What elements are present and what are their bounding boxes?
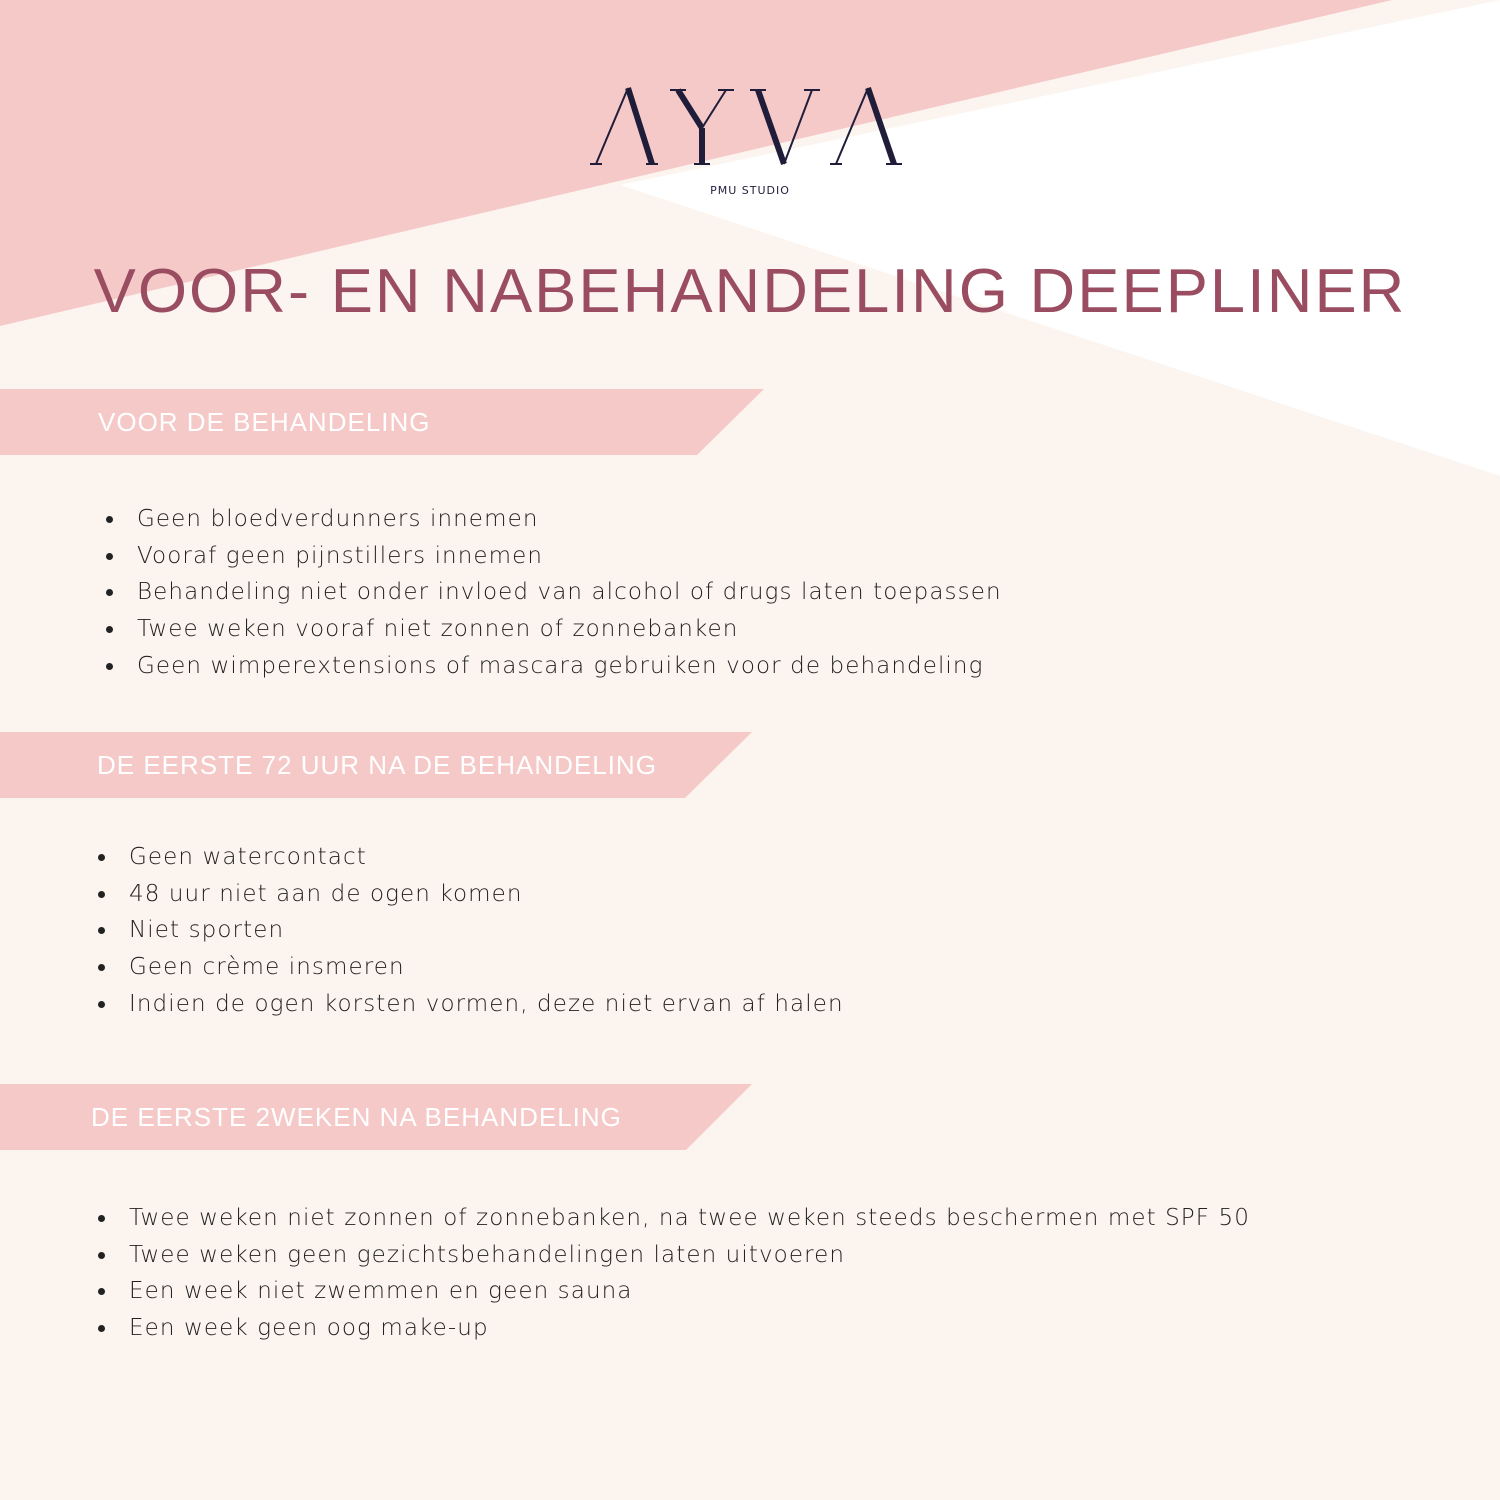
section-heading: DE EERSTE 72 UUR NA DE BEHANDELING [97, 750, 657, 780]
list-item [129, 986, 844, 1023]
list-item-text: Geen bloedverdunners innemen [137, 506, 539, 532]
list-item [129, 1273, 1250, 1310]
list-item-text: Een week geen oog make-up [129, 1315, 489, 1342]
bullet-icon [98, 1001, 105, 1008]
list-item-text: Behandeling niet onder invloed van alcohol of drugs laten toepassen [137, 579, 1002, 606]
list-item [137, 538, 1002, 575]
list-item-text: Niet sporten [129, 917, 285, 944]
section-banner-72-uur [0, 732, 752, 798]
bullet-icon [106, 626, 113, 633]
list-item-text: 48 uur niet aan de ogen komen [129, 880, 523, 907]
page-title: VOOR- EN NABEHANDELING DEEPLINER [93, 257, 1407, 326]
list-item [137, 501, 1002, 538]
list-item-text: Twee weken vooraf niet zonnen of zonnebanken [137, 616, 739, 643]
bullet-icon [98, 891, 105, 898]
bullet-icon [98, 1252, 105, 1259]
section-heading: DE EERSTE 2WEKEN NA BEHANDELING [91, 1102, 622, 1132]
bullet-icon [106, 663, 113, 670]
list-item [137, 574, 1002, 611]
ayva-wordmark-logo [590, 80, 910, 170]
list-item [137, 611, 1002, 648]
section-heading: VOOR DE BEHANDELING [98, 407, 431, 437]
bullet-icon [98, 1325, 105, 1332]
list-item-text: Twee weken niet zonnen of zonnebanken, na twee weken steeds beschermen met SPF 50 [129, 1205, 1250, 1231]
logo-subtitle: PMU STUDIO [710, 184, 790, 197]
list-item [129, 876, 844, 913]
section-list-72-uur [129, 839, 844, 1022]
list-item [129, 1237, 1250, 1274]
list-item [137, 648, 1002, 685]
list-item [129, 1310, 1250, 1347]
list-item-text: Een week niet zwemmen en geen sauna [129, 1278, 633, 1305]
section-list-voor [137, 501, 1002, 684]
list-item-text: Geen crème insmeren [129, 954, 405, 981]
list-item [129, 949, 844, 986]
bullet-icon [98, 964, 105, 971]
section-banner-2-weken [0, 1084, 752, 1150]
list-item-text: Twee weken geen gezichtsbehandelingen laten uitvoeren [129, 1241, 846, 1268]
bullet-icon [98, 1215, 105, 1222]
section-list-2-weken [129, 1200, 1250, 1347]
brand-logo [590, 80, 910, 200]
list-item [129, 912, 844, 949]
list-item [129, 1200, 1250, 1237]
bullet-icon [98, 854, 105, 861]
list-item-text: Geen watercontact [129, 844, 367, 870]
bullet-icon [106, 553, 113, 560]
section-banner-voor [0, 389, 764, 455]
list-item [129, 839, 844, 876]
list-item-text: Indien de ogen korsten vormen, deze niet ervan af halen [129, 990, 844, 1017]
list-item-text: Vooraf geen pijnstillers innemen [137, 542, 544, 569]
bullet-icon [106, 516, 113, 523]
list-item-text: Geen wimperextensions of mascara gebruiken voor de behandeling [137, 652, 984, 679]
